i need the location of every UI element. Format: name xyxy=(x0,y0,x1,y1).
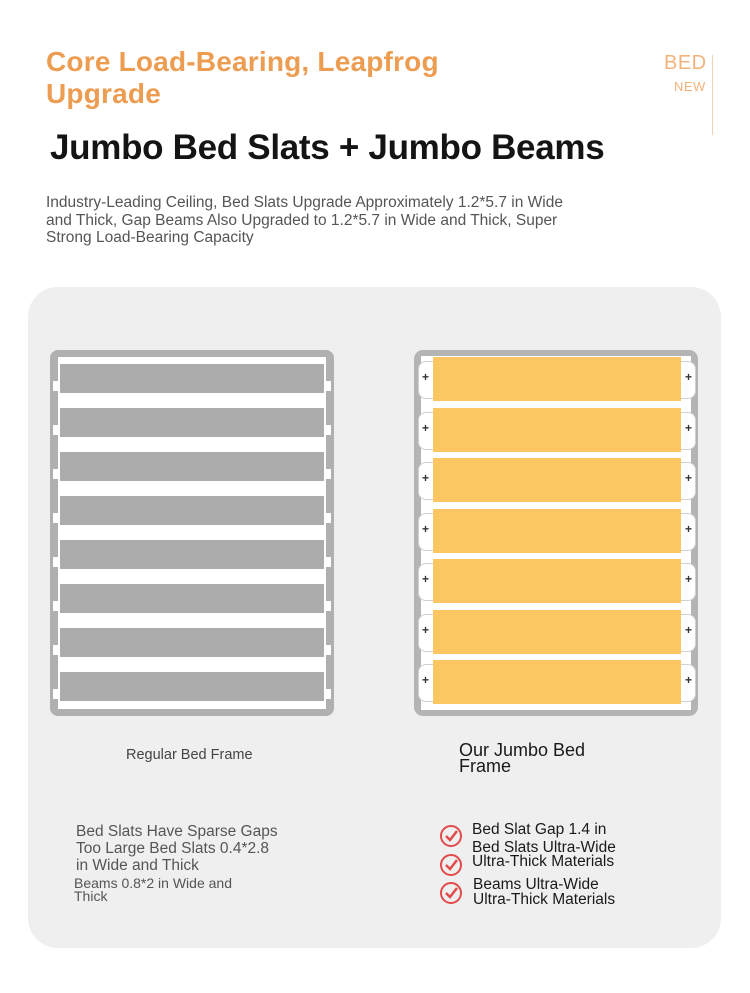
badge-new: NEW xyxy=(674,79,706,94)
jumbo-slat xyxy=(422,408,692,452)
frame-notch xyxy=(326,469,331,479)
regular-slat xyxy=(60,584,324,613)
jumbo-slat xyxy=(422,610,692,654)
screw-plus-icon: + xyxy=(422,471,430,486)
frame-notch xyxy=(326,513,331,523)
feature-3-line2: Ultra-Thick Materials xyxy=(473,891,616,908)
screw-plus-icon: + xyxy=(422,370,430,384)
badge-divider xyxy=(712,55,713,135)
screw-plus-icon: + xyxy=(684,572,692,587)
check-circle-icon xyxy=(440,825,462,847)
screw-plus-icon: + xyxy=(684,370,692,384)
frame-notch xyxy=(53,557,58,567)
regular-note-5: Thick xyxy=(74,888,108,904)
regular-note-1: Bed Slats Have Sparse Gaps xyxy=(76,823,278,840)
screw-plus-icon: + xyxy=(422,420,430,435)
screw-plus-icon: + xyxy=(684,471,692,486)
jumbo-frame-label xyxy=(459,742,649,774)
frame-notch xyxy=(326,601,331,611)
regular-slat xyxy=(60,496,324,525)
frame-notch xyxy=(53,469,58,479)
frame-notch xyxy=(53,513,58,523)
screw-plus-icon: + xyxy=(684,420,692,435)
description: Industry-Leading Ceiling, Bed Slats Upgrade Approximately 1.2*5.7 in Wide and Thick, Gap Beams Also Upgraded to 1.2*5.7 in Wide and Thick, Super Strong Load-Bearing Capacity xyxy=(46,194,563,246)
frame-notch xyxy=(53,381,58,391)
frame-notch xyxy=(53,645,58,655)
screw-plus-icon: + xyxy=(422,622,430,637)
regular-note-2: Too Large Bed Slats 0.4*2.8 xyxy=(76,840,270,857)
page-title: Jumbo Bed Slats + Jumbo Beams xyxy=(50,128,605,167)
regular-frame-label: Regular Bed Frame xyxy=(126,747,253,763)
jumbo-slat xyxy=(422,357,692,401)
jumbo-frame-illustration xyxy=(414,350,698,716)
regular-slat xyxy=(60,408,324,437)
frame-notch xyxy=(326,381,331,391)
feature-1-line2: Bed Slats Ultra-Wide xyxy=(472,839,616,856)
check-circle-icon xyxy=(440,854,462,876)
screw-plus-icon: + xyxy=(422,521,430,536)
badge-bed: BED xyxy=(664,52,707,74)
screw-plus-icon: + xyxy=(684,521,692,536)
jumbo-slat xyxy=(422,458,692,502)
jumbo-slat xyxy=(422,660,692,704)
regular-note-3: in Wide and Thick xyxy=(76,857,199,874)
jumbo-frame-inner xyxy=(421,356,691,710)
frame-notch xyxy=(326,425,331,435)
jumbo-label-line1: Our Jumbo Bed xyxy=(459,740,586,760)
check-circle-icon xyxy=(440,882,462,904)
frame-notch xyxy=(326,557,331,567)
screw-plus-icon: + xyxy=(684,673,692,688)
headline: Core Load-Bearing, Leapfrog Upgrade xyxy=(46,46,439,109)
regular-frame-inner xyxy=(58,357,326,709)
frame-notch xyxy=(53,601,58,611)
frame-notch xyxy=(53,425,58,435)
frame-notch xyxy=(53,689,58,699)
screw-plus-icon: + xyxy=(422,673,430,688)
feature-2-line1: Ultra-Thick Materials xyxy=(472,853,615,870)
frame-notch xyxy=(326,689,331,699)
screw-plus-icon: + xyxy=(422,572,430,587)
jumbo-slat xyxy=(422,559,692,603)
frame-notch xyxy=(326,645,331,655)
feature-1-line1: Bed Slat Gap 1.4 in xyxy=(472,821,607,838)
screw-plus-icon: + xyxy=(684,622,692,637)
regular-slat xyxy=(60,540,324,569)
feature-3-line1: Beams Ultra-Wide xyxy=(473,876,599,893)
regular-slat xyxy=(60,672,324,701)
regular-note-4: Beams 0.8*2 in Wide and xyxy=(74,875,232,891)
jumbo-slat xyxy=(422,509,692,553)
regular-slat xyxy=(60,364,324,393)
regular-frame-illustration xyxy=(50,350,334,716)
jumbo-label-line2: Frame xyxy=(459,756,512,776)
regular-slat xyxy=(60,628,324,657)
regular-slat xyxy=(60,452,324,481)
